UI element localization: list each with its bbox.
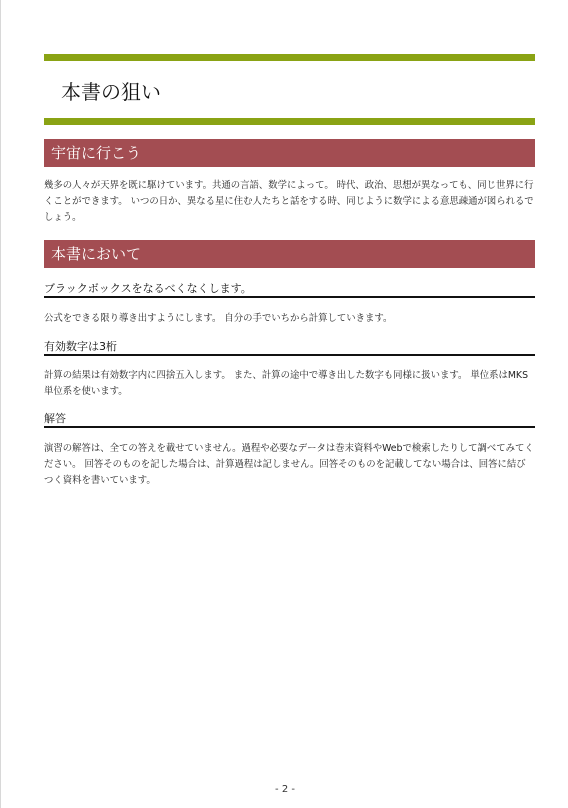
subsection-paragraph-significant-figures: 計算の結果は有効数字内に四捨五入します。 また、計算の途中で導き出した数字も同様に扱います。 単位系はMKS単位系を使います。 <box>44 370 529 397</box>
section-paragraph-space: 幾多の人々が天界を既に駆けています。共通の言語、数学によって。 時代、政治、思想が異なっても、同じ世界に行くことができます。 いつの日か、異なる星に住む人たちと話をする時、同じように数学による意思疎通が図られるでしょう。 <box>44 180 534 223</box>
subsection-heading-significant-figures: 有効数字は3桁 <box>44 340 535 356</box>
subsection-paragraph-black-box: 公式をできる限り導き出すようにします。 自分の手でいちから計算していきます。 <box>44 313 393 324</box>
section-heading-space: 宇宙に行こう <box>44 139 535 167</box>
page-number: - 2 - <box>275 784 295 795</box>
section-heading-this-book: 本書において <box>44 240 535 268</box>
title-top-rule <box>44 54 535 61</box>
subsection-heading-answers: 解答 <box>44 412 535 428</box>
subsection-paragraph-answers: 演習の解答は、全ての答えを載せていません。過程や必要なデータは巻末資料やWebで検索したりして調べてみてください。 回答そのものを記した場合は、計算過程は記しません。回答そのものを記載してない場合は、回答に結びつく資料を書いています。 <box>44 443 534 486</box>
title-bottom-rule <box>44 118 535 125</box>
page-title: 本書の狙い <box>61 80 161 104</box>
subsection-heading-black-box: ブラックボックスをなるべくなくします。 <box>44 282 535 298</box>
